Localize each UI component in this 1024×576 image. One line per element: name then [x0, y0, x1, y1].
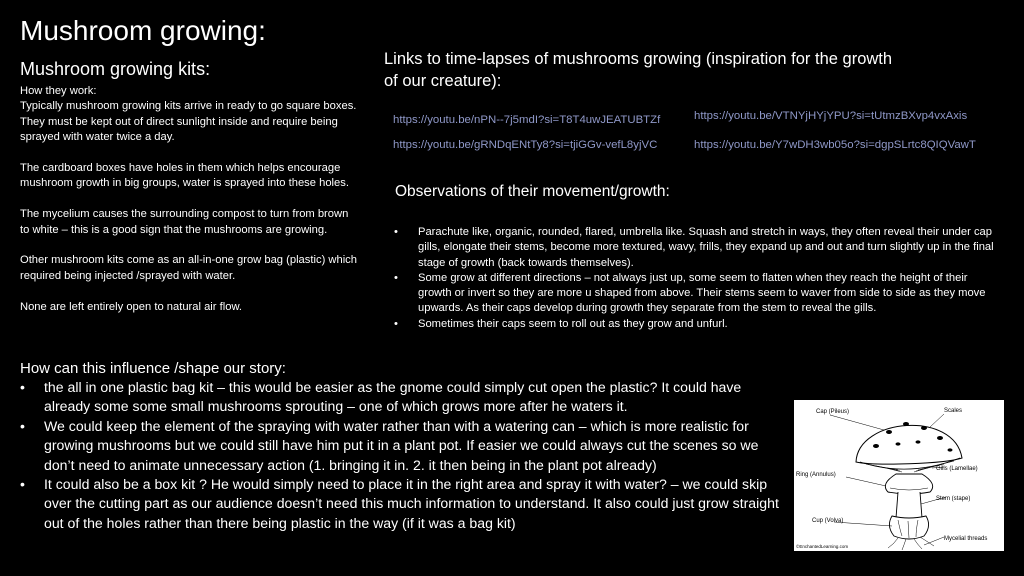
label-ring: Ring (Annulus)	[796, 472, 836, 478]
observations-heading: Observations of their movement/growth:	[395, 183, 670, 200]
list-item: • Sometimes their caps seem to roll out as they grow and unfurl.	[394, 317, 1002, 332]
label-cup: Cup (Volva)	[812, 518, 844, 524]
list-item: • Parachute like, organic, rounded, flared, umbrella like. Squash and stretch in ways, they often reveal their under cap gills, elongate their stems, become more textured, wavy, frills, they expand up and out and turn slightly up in the final stage of growth (back towards themselves).	[394, 225, 1002, 271]
list-item: • Some grow at different directions – not always just up, some seem to flatten when they reach the height of their growth or invert so they are more u shaped from above. Their stems seem to waver from side to side as they move upwards. As their caps develop during growth they separate from the stem to reveal the gills.	[394, 271, 1002, 317]
observations-list	[394, 225, 1002, 332]
kits-paragraph: The cardboard boxes have holes in them which helps encourage mushroom growth in big groups, water is sprayed into these holes.	[20, 162, 349, 190]
page-title: Mushroom growing:	[20, 15, 266, 46]
story-heading: How can this influence /shape our story:	[20, 360, 286, 377]
diagram-credit: ©EnchantedLearning.com	[796, 544, 849, 549]
timelapse-link-2[interactable]: https://youtu.be/VTNYjHYjYPU?si=tUtmzBXvp4vxAxis	[694, 110, 968, 122]
label-gills: Gills (Lamellae)	[936, 466, 978, 472]
kits-paragraph: How they work: Typically mushroom growing kits arrive in ready to go square boxes. They must be kept out of direct sunlight inside and require being sprayed with water twice a day.	[20, 85, 357, 144]
kits-paragraph: Other mushroom kits come as an all-in-one grow bag (plastic) which required being injected /sprayed with water.	[20, 254, 358, 282]
story-list	[20, 378, 788, 533]
list-item: • the all in one plastic bag kit – this would be easier as the gnome could simply cut open the plastic? It could have already some some small mushrooms sprouting – one of which grows more after he waters it.	[20, 378, 788, 417]
timelapse-link-1[interactable]: https://youtu.be/nPN--7j5mdI?si=T8T4uwJEATUBTZf	[393, 114, 661, 126]
kits-heading: Mushroom growing kits:	[20, 59, 211, 79]
mushroom-anatomy-diagram	[794, 400, 1004, 551]
mushroom-illustration	[794, 400, 1004, 551]
list-item: • It could also be a box kit ? He would simply need to place it in the right area and spray it with water? – we could skip over the cutting part as our audience doesn’t need this much information to understand. It also could just grow straight out of the holes rather than there being plastic in the way (if it was a bag kit)	[20, 475, 788, 533]
list-item: • We could keep the element of the spraying with water rather than with a watering can – which is more realistic for growing mushrooms but we could still have him put it in a plant pot. If easier we could always cut the scenes so we don’t need to animate unnecessary action (1. bringing it in. 2. it then being in the plant pot already)	[20, 417, 788, 475]
timelapse-link-4[interactable]: https://youtu.be/Y7wDH3wb05o?si=dgpSLrtc8QIQVawT	[694, 139, 976, 151]
label-cap: Cap (Pileus)	[816, 409, 850, 415]
kits-paragraph: The mycelium causes the surrounding compost to turn from brown to white – this is a good sign that the mushrooms are growing.	[20, 208, 349, 236]
links-heading: Links to time-lapses of mushrooms growing (inspiration for the growth of our creature):	[384, 50, 893, 90]
kits-description	[20, 84, 360, 330]
label-mycelial: Mycelial threads	[944, 536, 988, 542]
label-scales: Scales	[944, 408, 963, 414]
kits-paragraph: None are left entirely open to natural air flow.	[20, 300, 243, 313]
label-stem: Stem (stape)	[936, 496, 971, 502]
timelapse-link-3[interactable]: https://youtu.be/gRNDqENtTy8?si=tjiGGv-vefL8yjVC	[393, 139, 658, 151]
